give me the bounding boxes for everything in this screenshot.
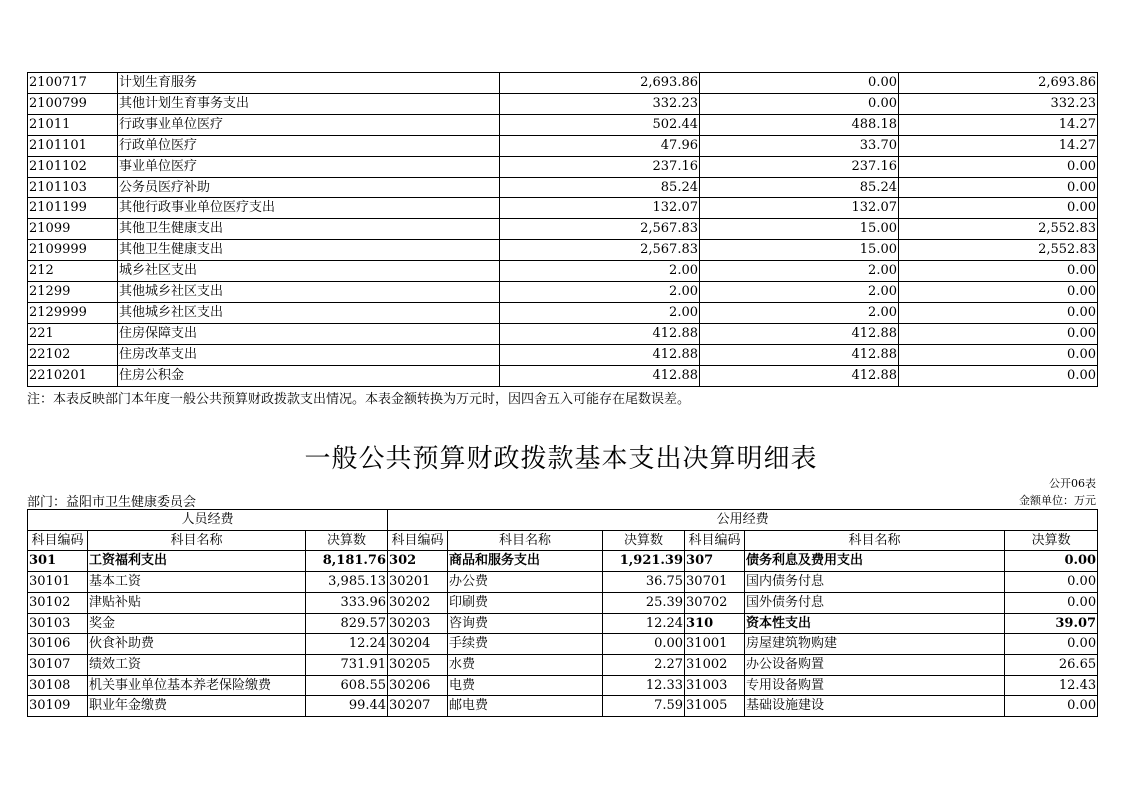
subject-amount-cell: 829.57 — [306, 613, 388, 634]
table-row — [28, 261, 1098, 282]
department-label: 部门：益阳市卫生健康委员会 — [27, 495, 197, 510]
basic-expenditure-cell: 237.16 — [700, 156, 899, 177]
subject-name-cell: 资本性支出 — [745, 613, 1005, 634]
subject-code-cell: 221 — [28, 323, 118, 344]
total-amount-cell: 85.24 — [500, 177, 700, 198]
subject-amount-cell: 0.00 — [1005, 592, 1098, 613]
subject-code-cell: 21099 — [28, 219, 118, 240]
total-amount-cell: 412.88 — [500, 344, 700, 365]
subject-name-cell: 其他卫生健康支出 — [118, 219, 500, 240]
table-row — [28, 219, 1098, 240]
subject-name-cell: 商品和服务支出 — [448, 551, 603, 572]
subject-name-cell: 国内债务付息 — [745, 572, 1005, 593]
subject-name-cell: 国外债务付息 — [745, 592, 1005, 613]
personnel-expense-header: 人员经费 — [28, 510, 388, 531]
form-number: 公开06表 — [1049, 477, 1096, 490]
subject-amount-cell: 0.00 — [1005, 572, 1098, 593]
subject-name-cell: 工资福利支出 — [88, 551, 306, 572]
subject-name-cell: 机关事业单位基本养老保险缴费 — [88, 675, 306, 696]
total-amount-cell: 332.23 — [500, 93, 700, 114]
subject-name-cell: 住房公积金 — [118, 365, 500, 386]
subject-name-cell: 城乡社区支出 — [118, 261, 500, 282]
subject-code-cell: 30202 — [388, 592, 448, 613]
project-expenditure-cell: 14.27 — [899, 114, 1098, 135]
subject-name-cell: 公务员医疗补助 — [118, 177, 500, 198]
subject-name-cell: 行政事业单位医疗 — [118, 114, 500, 135]
subject-code-cell: 30701 — [685, 572, 745, 593]
subject-name-cell: 住房保障支出 — [118, 323, 500, 344]
group-header-row — [28, 510, 1098, 531]
total-amount-cell: 2,567.83 — [500, 219, 700, 240]
subject-name-cell: 办公设备购置 — [745, 654, 1005, 675]
subject-amount-cell: 1,921.39 — [603, 551, 685, 572]
subject-code-cell: 302 — [388, 551, 448, 572]
subject-code-cell: 31002 — [685, 654, 745, 675]
subject-name-cell: 邮电费 — [448, 696, 603, 717]
subject-amount-cell: 8,181.76 — [306, 551, 388, 572]
column-header: 科目名称 — [448, 530, 603, 551]
subject-code-cell: 31003 — [685, 675, 745, 696]
total-amount-cell: 2.00 — [500, 302, 700, 323]
column-header: 科目编码 — [388, 530, 448, 551]
basic-expenditure-cell: 85.24 — [700, 177, 899, 198]
subject-amount-cell: 36.75 — [603, 572, 685, 593]
subject-name-cell: 水费 — [448, 654, 603, 675]
subject-amount-cell: 7.59 — [603, 696, 685, 717]
total-amount-cell: 502.44 — [500, 114, 700, 135]
project-expenditure-cell: 2,552.83 — [899, 219, 1098, 240]
subject-name-cell: 房屋建筑物购建 — [745, 634, 1005, 655]
project-expenditure-cell: 0.00 — [899, 177, 1098, 198]
project-expenditure-cell: 2,552.83 — [899, 240, 1098, 261]
subject-code-cell: 30206 — [388, 675, 448, 696]
subject-name-cell: 行政单位医疗 — [118, 135, 500, 156]
subject-code-cell: 22102 — [28, 344, 118, 365]
subject-code-cell: 2101101 — [28, 135, 118, 156]
project-expenditure-cell: 0.00 — [899, 198, 1098, 219]
subject-amount-cell: 39.07 — [1005, 613, 1098, 634]
column-header-row — [28, 530, 1098, 551]
subject-code-cell: 30201 — [388, 572, 448, 593]
subject-code-cell: 31005 — [685, 696, 745, 717]
table-row — [28, 696, 1098, 717]
table-row — [28, 613, 1098, 634]
subject-name-cell: 电费 — [448, 675, 603, 696]
project-expenditure-cell: 0.00 — [899, 282, 1098, 303]
expenditure-table-body — [28, 73, 1098, 387]
basic-expenditure-cell: 15.00 — [700, 219, 899, 240]
table-row — [28, 177, 1098, 198]
table-note: 注：本表反映部门本年度一般公共预算财政拨款支出情况。本表金额转换为万元时，因四舍五入可能存在尾数误差。 — [27, 392, 691, 407]
table-row — [28, 114, 1098, 135]
subject-code-cell: 2101103 — [28, 177, 118, 198]
subject-name-cell: 基本工资 — [88, 572, 306, 593]
subject-name-cell: 其他城乡社区支出 — [118, 302, 500, 323]
subject-code-cell: 2129999 — [28, 302, 118, 323]
basic-expenditure-cell: 2.00 — [700, 282, 899, 303]
subject-amount-cell: 731.91 — [306, 654, 388, 675]
subject-amount-cell: 0.00 — [603, 634, 685, 655]
table-row — [28, 156, 1098, 177]
subject-amount-cell: 608.55 — [306, 675, 388, 696]
basic-expenditure-cell: 2.00 — [700, 261, 899, 282]
table-row — [28, 198, 1098, 219]
basic-expenditure-cell: 2.00 — [700, 302, 899, 323]
project-expenditure-cell: 0.00 — [899, 365, 1098, 386]
subject-name-cell: 其他计划生育事务支出 — [118, 93, 500, 114]
subject-amount-cell: 12.24 — [306, 634, 388, 655]
column-header: 决算数 — [603, 530, 685, 551]
project-expenditure-cell: 0.00 — [899, 156, 1098, 177]
subject-amount-cell: 333.96 — [306, 592, 388, 613]
subject-name-cell: 事业单位医疗 — [118, 156, 500, 177]
subject-code-cell: 30109 — [28, 696, 88, 717]
project-expenditure-cell: 2,693.86 — [899, 73, 1098, 94]
subject-name-cell: 手续费 — [448, 634, 603, 655]
subject-amount-cell: 0.00 — [1005, 551, 1098, 572]
table-row — [28, 93, 1098, 114]
subject-code-cell: 2109999 — [28, 240, 118, 261]
subject-name-cell: 其他行政事业单位医疗支出 — [118, 198, 500, 219]
subject-amount-cell: 99.44 — [306, 696, 388, 717]
basic-expenditure-cell: 488.18 — [700, 114, 899, 135]
table-row — [28, 634, 1098, 655]
subject-code-cell: 2100799 — [28, 93, 118, 114]
expenditure-table-continued — [27, 72, 1098, 387]
subject-code-cell: 2210201 — [28, 365, 118, 386]
total-amount-cell: 412.88 — [500, 365, 700, 386]
table-row — [28, 592, 1098, 613]
subject-code-cell: 30107 — [28, 654, 88, 675]
subject-code-cell: 2100717 — [28, 73, 118, 94]
table-row — [28, 675, 1098, 696]
subject-amount-cell: 12.24 — [603, 613, 685, 634]
total-amount-cell: 132.07 — [500, 198, 700, 219]
table-row — [28, 302, 1098, 323]
total-amount-cell: 237.16 — [500, 156, 700, 177]
subject-name-cell: 住房改革支出 — [118, 344, 500, 365]
total-amount-cell: 2,693.86 — [500, 73, 700, 94]
table-row — [28, 240, 1098, 261]
table-row — [28, 551, 1098, 572]
column-header: 科目编码 — [685, 530, 745, 551]
subject-name-cell: 基础设施建设 — [745, 696, 1005, 717]
subject-amount-cell: 2.27 — [603, 654, 685, 675]
subject-name-cell: 印刷费 — [448, 592, 603, 613]
subject-code-cell: 21011 — [28, 114, 118, 135]
subject-name-cell: 其他城乡社区支出 — [118, 282, 500, 303]
column-header: 科目名称 — [88, 530, 306, 551]
subject-code-cell: 30108 — [28, 675, 88, 696]
subject-name-cell: 咨询费 — [448, 613, 603, 634]
subject-amount-cell: 25.39 — [603, 592, 685, 613]
project-expenditure-cell: 0.00 — [899, 302, 1098, 323]
basic-expenditure-cell: 412.88 — [700, 323, 899, 344]
project-expenditure-cell: 14.27 — [899, 135, 1098, 156]
subject-name-cell: 专用设备购置 — [745, 675, 1005, 696]
table-row — [28, 73, 1098, 94]
subject-code-cell: 30702 — [685, 592, 745, 613]
column-header: 科目编码 — [28, 530, 88, 551]
subject-code-cell: 30106 — [28, 634, 88, 655]
basic-expenditure-cell: 412.88 — [700, 344, 899, 365]
basic-expenditure-cell: 15.00 — [700, 240, 899, 261]
basic-expenditure-cell: 412.88 — [700, 365, 899, 386]
basic-expenditure-cell: 132.07 — [700, 198, 899, 219]
total-amount-cell: 412.88 — [500, 323, 700, 344]
total-amount-cell: 47.96 — [500, 135, 700, 156]
subject-code-cell: 30205 — [388, 654, 448, 675]
table-row — [28, 323, 1098, 344]
subject-name-cell: 债务利息及费用支出 — [745, 551, 1005, 572]
subject-code-cell: 307 — [685, 551, 745, 572]
project-expenditure-cell: 332.23 — [899, 93, 1098, 114]
page-title: 一般公共预算财政拨款基本支出决算明细表 — [304, 444, 818, 474]
subject-code-cell: 2101199 — [28, 198, 118, 219]
subject-name-cell: 其他卫生健康支出 — [118, 240, 500, 261]
subject-code-cell: 212 — [28, 261, 118, 282]
public-expense-header: 公用经费 — [388, 510, 1098, 531]
detail-table-body — [28, 510, 1098, 717]
subject-amount-cell: 3,985.13 — [306, 572, 388, 593]
column-header: 科目名称 — [745, 530, 1005, 551]
project-expenditure-cell: 0.00 — [899, 261, 1098, 282]
amount-unit-label: 金额单位：万元 — [1019, 494, 1096, 507]
column-header: 决算数 — [306, 530, 388, 551]
subject-name-cell: 职业年金缴费 — [88, 696, 306, 717]
subject-code-cell: 30103 — [28, 613, 88, 634]
subject-amount-cell: 0.00 — [1005, 696, 1098, 717]
table-row — [28, 572, 1098, 593]
subject-name-cell: 办公费 — [448, 572, 603, 593]
subject-amount-cell: 0.00 — [1005, 634, 1098, 655]
subject-code-cell: 2101102 — [28, 156, 118, 177]
subject-code-cell: 30203 — [388, 613, 448, 634]
basic-expenditure-cell: 0.00 — [700, 73, 899, 94]
total-amount-cell: 2.00 — [500, 261, 700, 282]
subject-code-cell: 30102 — [28, 592, 88, 613]
total-amount-cell: 2.00 — [500, 282, 700, 303]
basic-expenditure-cell: 0.00 — [700, 93, 899, 114]
subject-code-cell: 30204 — [388, 634, 448, 655]
column-header: 决算数 — [1005, 530, 1098, 551]
table-row — [28, 654, 1098, 675]
subject-amount-cell: 12.43 — [1005, 675, 1098, 696]
subject-code-cell: 310 — [685, 613, 745, 634]
table-row — [28, 282, 1098, 303]
project-expenditure-cell: 0.00 — [899, 323, 1098, 344]
basic-expenditure-cell: 33.70 — [700, 135, 899, 156]
subject-name-cell: 计划生育服务 — [118, 73, 500, 94]
subject-code-cell: 30101 — [28, 572, 88, 593]
subject-code-cell: 21299 — [28, 282, 118, 303]
subject-name-cell: 奖金 — [88, 613, 306, 634]
subject-amount-cell: 26.65 — [1005, 654, 1098, 675]
total-amount-cell: 2,567.83 — [500, 240, 700, 261]
subject-code-cell: 301 — [28, 551, 88, 572]
subject-name-cell: 津贴补贴 — [88, 592, 306, 613]
basic-expenditure-detail-table — [27, 509, 1098, 717]
subject-code-cell: 31001 — [685, 634, 745, 655]
subject-code-cell: 30207 — [388, 696, 448, 717]
table-row — [28, 344, 1098, 365]
table-row — [28, 365, 1098, 386]
subject-name-cell: 绩效工资 — [88, 654, 306, 675]
project-expenditure-cell: 0.00 — [899, 344, 1098, 365]
subject-name-cell: 伙食补助费 — [88, 634, 306, 655]
subject-amount-cell: 12.33 — [603, 675, 685, 696]
table-row — [28, 135, 1098, 156]
